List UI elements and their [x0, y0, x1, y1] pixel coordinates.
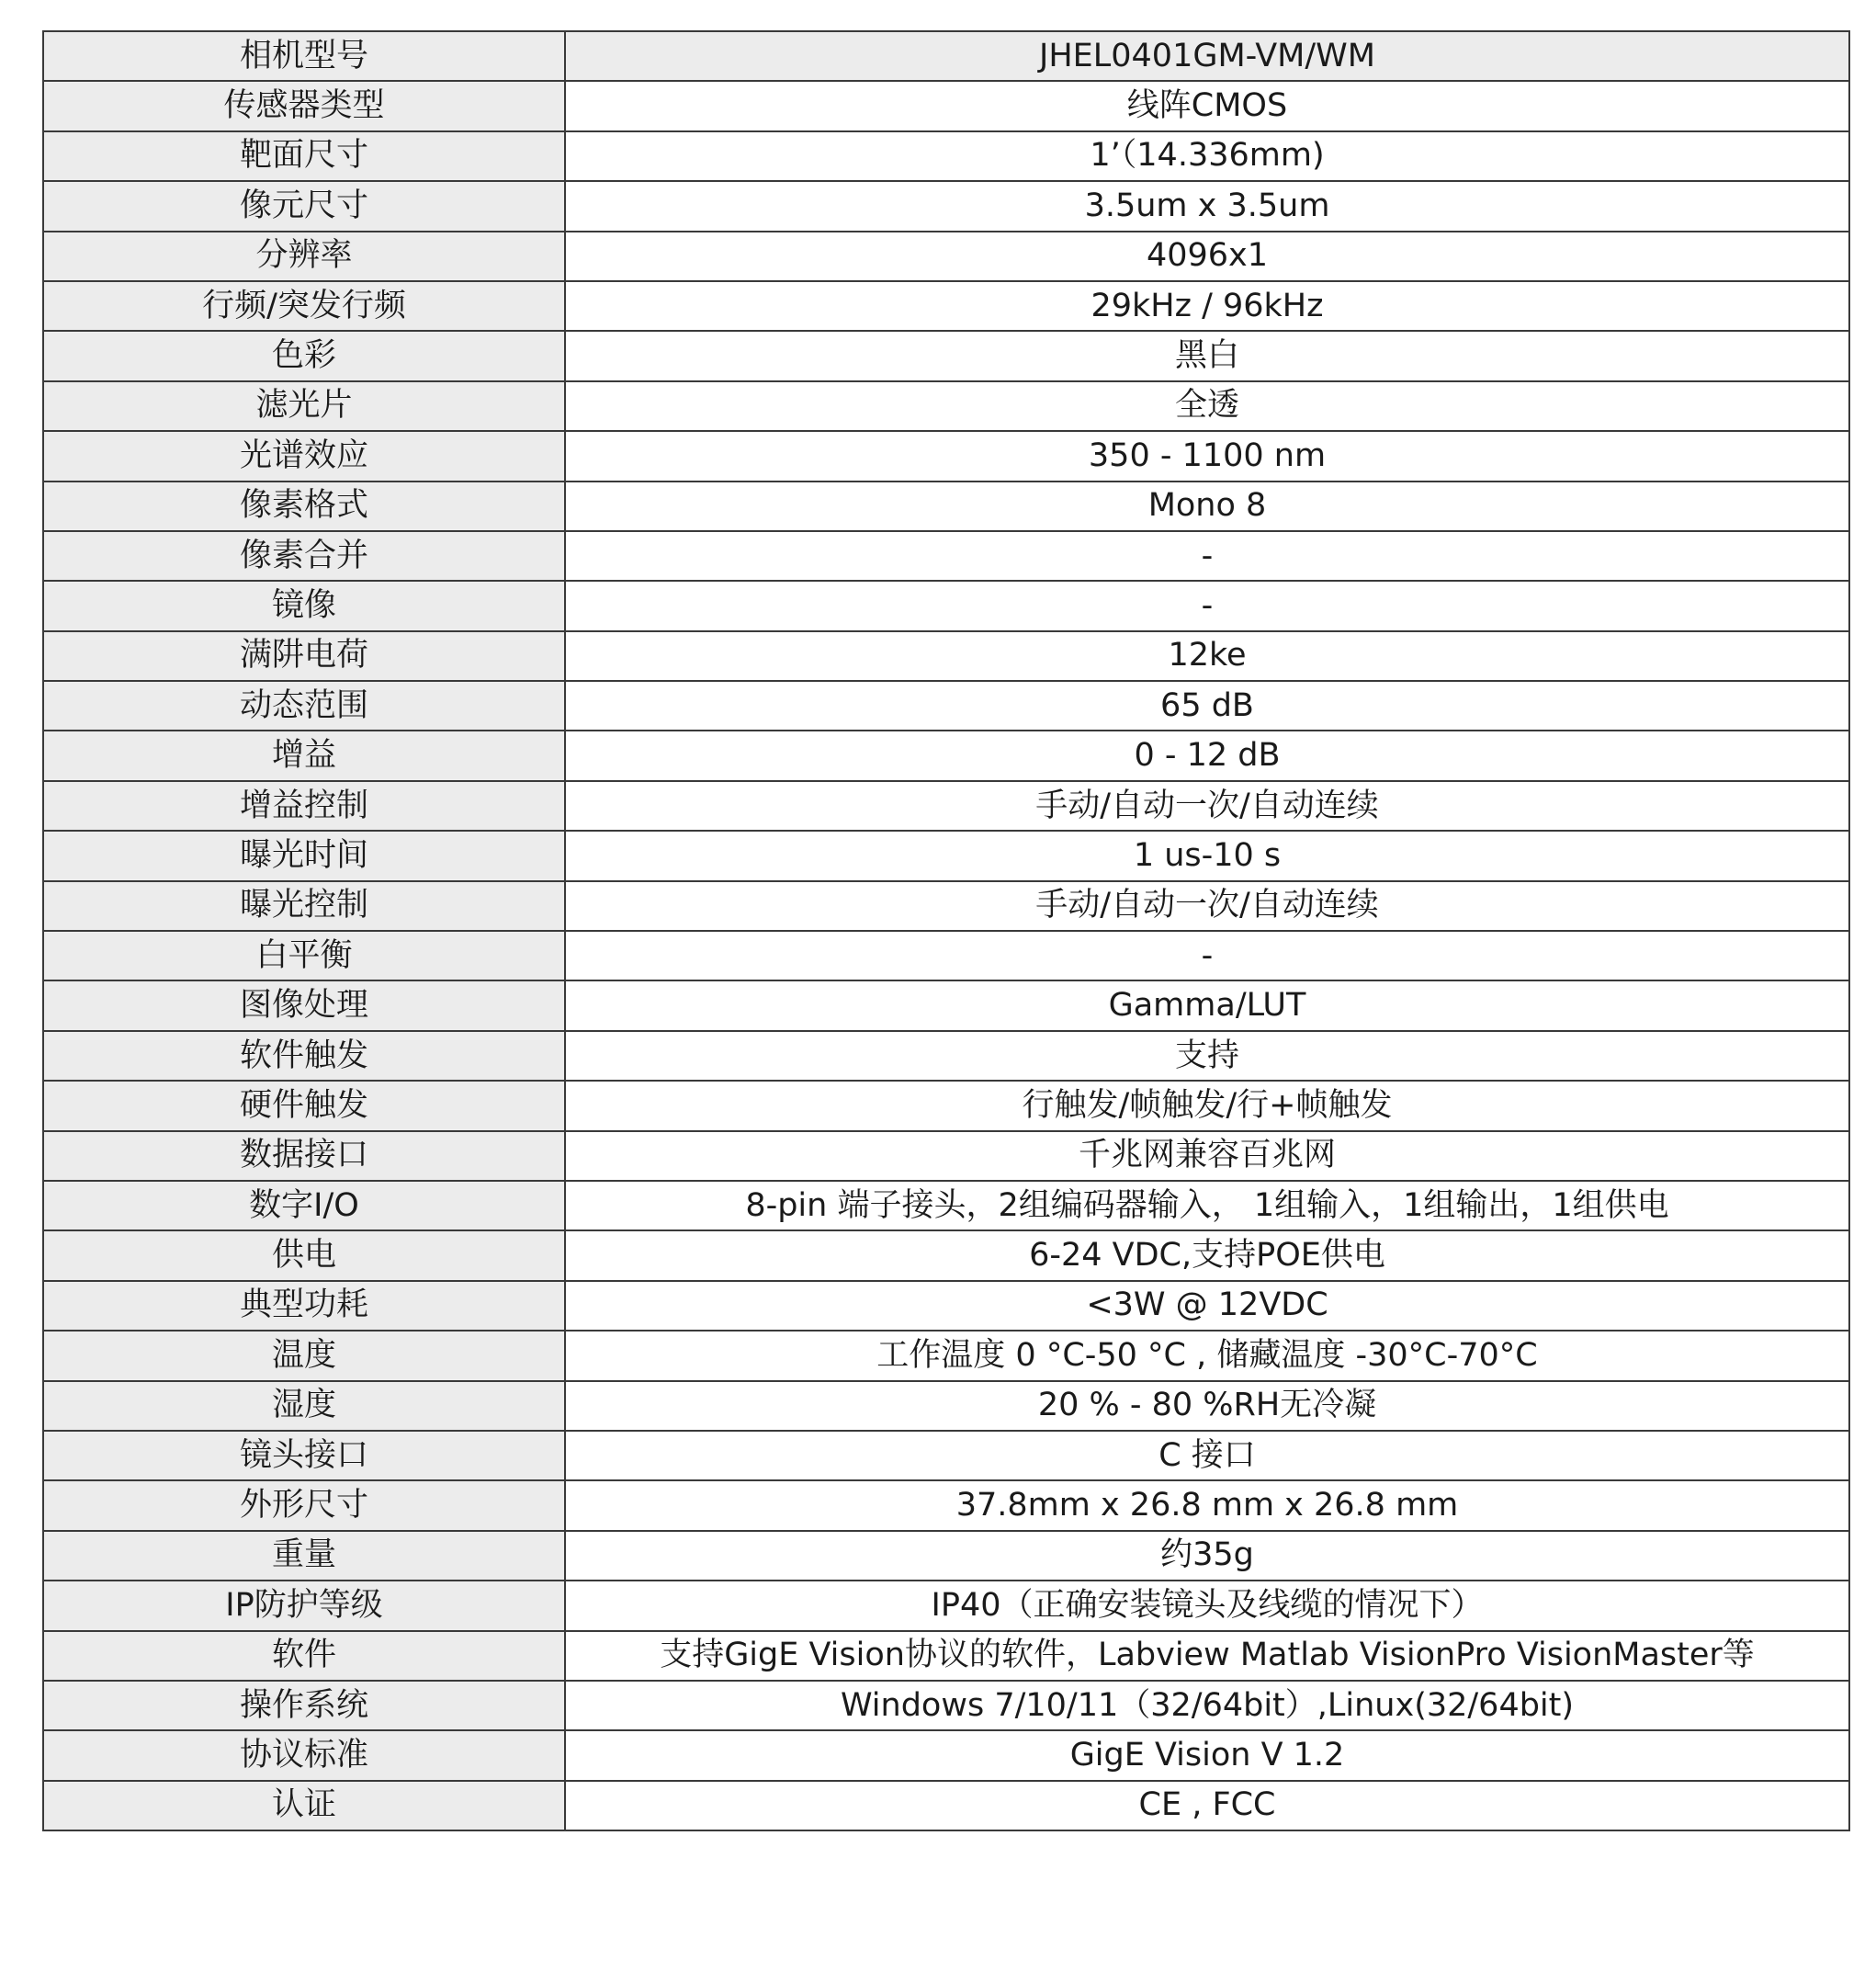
- spec-label: 温度: [43, 1331, 565, 1380]
- spec-label: 分辨率: [43, 232, 565, 281]
- spec-row: [43, 31, 1849, 81]
- spec-label: 操作系统: [43, 1681, 565, 1730]
- spec-row: [43, 1431, 1849, 1480]
- spec-value: CE , FCC: [565, 1781, 1849, 1830]
- spec-row: [43, 482, 1849, 531]
- spec-row: [43, 831, 1849, 880]
- spec-label: 供电: [43, 1230, 565, 1280]
- spec-row: [43, 1031, 1849, 1081]
- spec-value: 6-24 VDC,支持POE供电: [565, 1230, 1849, 1280]
- spec-table-body: [43, 31, 1849, 1830]
- spec-value: Mono 8: [565, 482, 1849, 531]
- spec-row: [43, 131, 1849, 181]
- spec-value: 千兆网兼容百兆网: [565, 1131, 1849, 1181]
- spec-row: [43, 1681, 1849, 1730]
- spec-value: Gamma/LUT: [565, 980, 1849, 1030]
- spec-row: [43, 81, 1849, 130]
- spec-row: [43, 1480, 1849, 1530]
- spec-label: 数字I/O: [43, 1181, 565, 1230]
- spec-value: JHEL0401GM-VM/WM: [565, 31, 1849, 81]
- spec-row: [43, 1781, 1849, 1830]
- spec-label: 像素合并: [43, 531, 565, 581]
- spec-label: 图像处理: [43, 980, 565, 1030]
- spec-label: 相机型号: [43, 31, 565, 81]
- spec-row: [43, 232, 1849, 281]
- spec-label: 靶面尺寸: [43, 131, 565, 181]
- spec-value: 3.5um x 3.5um: [565, 181, 1849, 231]
- spec-label: 重量: [43, 1531, 565, 1581]
- spec-value: 12ke: [565, 631, 1849, 681]
- spec-value: 65 dB: [565, 681, 1849, 731]
- spec-row: [43, 731, 1849, 780]
- spec-label: 镜像: [43, 581, 565, 630]
- spec-row: [43, 531, 1849, 581]
- spec-row: [43, 381, 1849, 431]
- spec-value: 手动/自动一次/自动连续: [565, 781, 1849, 831]
- spec-value: 支持: [565, 1031, 1849, 1081]
- spec-value: 1’（14.336mm): [565, 131, 1849, 181]
- spec-row: [43, 181, 1849, 231]
- spec-row: [43, 1230, 1849, 1280]
- spec-label: 硬件触发: [43, 1081, 565, 1130]
- spec-value: 1 us-10 s: [565, 831, 1849, 880]
- spec-label: 增益控制: [43, 781, 565, 831]
- spec-row: [43, 1281, 1849, 1331]
- spec-label: 软件: [43, 1631, 565, 1681]
- spec-row: [43, 1181, 1849, 1230]
- spec-value: 支持GigE Vision协议的软件，Labview Matlab VisionPro VisionMaster等: [565, 1631, 1849, 1681]
- spec-row: [43, 1081, 1849, 1130]
- spec-value: 8-pin 端子接头，2组编码器输入， 1组输入，1组输出，1组供电: [565, 1181, 1849, 1230]
- spec-value: 全透: [565, 381, 1849, 431]
- spec-value: -: [565, 581, 1849, 630]
- spec-value: 线阵CMOS: [565, 81, 1849, 130]
- spec-label: 行频/突发行频: [43, 281, 565, 331]
- spec-label: 外形尺寸: [43, 1480, 565, 1530]
- spec-label: IP防护等级: [43, 1581, 565, 1630]
- spec-value: 黑白: [565, 331, 1849, 380]
- spec-label: 色彩: [43, 331, 565, 380]
- spec-row: [43, 781, 1849, 831]
- spec-value: 20 % - 80 %RH无冷凝: [565, 1381, 1849, 1431]
- spec-row: [43, 881, 1849, 931]
- spec-value: -: [565, 931, 1849, 980]
- spec-row: [43, 1581, 1849, 1630]
- spec-row: [43, 581, 1849, 630]
- spec-label: 软件触发: [43, 1031, 565, 1081]
- spec-row: [43, 1381, 1849, 1431]
- spec-label: 满阱电荷: [43, 631, 565, 681]
- spec-value: 0 - 12 dB: [565, 731, 1849, 780]
- spec-value: 工作温度 0 °C-50 °C , 储藏温度 -30°C-70°C: [565, 1331, 1849, 1380]
- spec-label: 曝光控制: [43, 881, 565, 931]
- spec-value: 约35g: [565, 1531, 1849, 1581]
- spec-row: [43, 1331, 1849, 1380]
- spec-value: IP40（正确安装镜头及线缆的情况下）: [565, 1581, 1849, 1630]
- spec-row: [43, 431, 1849, 481]
- spec-value: C 接口: [565, 1431, 1849, 1480]
- spec-label: 协议标准: [43, 1730, 565, 1780]
- spec-value: GigE Vision V 1.2: [565, 1730, 1849, 1780]
- spec-label: 认证: [43, 1781, 565, 1830]
- spec-label: 数据接口: [43, 1131, 565, 1181]
- spec-label: 增益: [43, 731, 565, 780]
- spec-label: 滤光片: [43, 381, 565, 431]
- spec-label: 曝光时间: [43, 831, 565, 880]
- spec-row: [43, 681, 1849, 731]
- spec-label: 光谱效应: [43, 431, 565, 481]
- spec-label: 传感器类型: [43, 81, 565, 130]
- spec-row: [43, 1131, 1849, 1181]
- spec-row: [43, 931, 1849, 980]
- spec-value: -: [565, 531, 1849, 581]
- spec-value: 350 - 1100 nm: [565, 431, 1849, 481]
- spec-row: [43, 631, 1849, 681]
- spec-row: [43, 281, 1849, 331]
- spec-label: 像素格式: [43, 482, 565, 531]
- spec-row: [43, 331, 1849, 380]
- spec-label: 动态范围: [43, 681, 565, 731]
- spec-label: 镜头接口: [43, 1431, 565, 1480]
- spec-label: 典型功耗: [43, 1281, 565, 1331]
- spec-value: 行触发/帧触发/行+帧触发: [565, 1081, 1849, 1130]
- spec-value: 4096x1: [565, 232, 1849, 281]
- spec-label: 像元尺寸: [43, 181, 565, 231]
- spec-row: [43, 1531, 1849, 1581]
- spec-table: [42, 30, 1850, 1831]
- spec-value: Windows 7/10/11（32/64bit）,Linux(32/64bit): [565, 1681, 1849, 1730]
- spec-row: [43, 980, 1849, 1030]
- spec-value: 29kHz / 96kHz: [565, 281, 1849, 331]
- spec-value: <3W @ 12VDC: [565, 1281, 1849, 1331]
- spec-row: [43, 1631, 1849, 1681]
- spec-value: 37.8mm x 26.8 mm x 26.8 mm: [565, 1480, 1849, 1530]
- spec-label: 湿度: [43, 1381, 565, 1431]
- spec-row: [43, 1730, 1849, 1780]
- spec-label: 白平衡: [43, 931, 565, 980]
- spec-value: 手动/自动一次/自动连续: [565, 881, 1849, 931]
